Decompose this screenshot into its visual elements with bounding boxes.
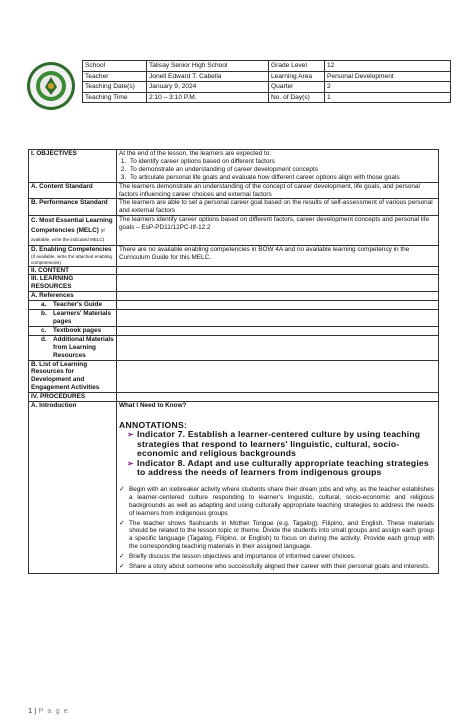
page-footer: [28, 706, 69, 715]
check-item: [119, 520, 434, 552]
melc-text: The learners identify career options based on different factors, career development concepts and personal life goals – EsP-PD11/12PC-IIf-12.2: [117, 216, 439, 246]
check-text: Begin with an icebreaker activity where students share their dream jobs and why, as the teacher establishes a learner-centered culture responding to learner's linguistic, cultural, socio-economic and religious backgrounds as well as adapting and using culturally appropriate teaching strategies to address the needs of learners from indigenous groups: [129, 485, 434, 517]
page-label: P a g e: [38, 706, 69, 715]
header-value: 2: [325, 82, 451, 93]
indicator-item: [127, 430, 434, 459]
learners-materials-label: Learners' Materials pages: [53, 310, 111, 325]
references-row: [29, 292, 439, 301]
header-label: Teacher: [83, 71, 147, 82]
header-label: Teaching Time: [83, 92, 147, 103]
additional-materials-row: [29, 335, 439, 360]
header-info-table: [82, 60, 451, 103]
item-marker: b.: [41, 310, 47, 318]
activity-checklist: [119, 486, 434, 571]
performance-standard-row: [29, 199, 439, 216]
header-value: 1: [325, 92, 451, 103]
resources-label: III. LEARNING RESOURCES: [29, 275, 117, 292]
header-value: 12: [325, 61, 451, 72]
list-resources-label: B. List of Learning Resources for Development and Engagement Activities: [29, 360, 117, 393]
list-resources-row: [29, 360, 439, 393]
content-standard-row: [29, 182, 439, 199]
textbook-row: [29, 326, 439, 335]
content-standard-text: The learners demonstrate an understanding of the concept of career development, life goals, and personal factors influencing career choices and external factors: [117, 182, 439, 199]
additional-materials-cell: [29, 335, 117, 360]
item-marker: c.: [41, 326, 47, 334]
lesson-plan-table: [28, 149, 439, 574]
page-number: 1: [28, 706, 33, 715]
header-value: January 9, 2024: [147, 82, 269, 93]
melc-note: (If available, write the indicated MELC): [31, 227, 105, 243]
enabling-label: D. Enabling Competencies: [31, 246, 112, 254]
indicator-text: Indicator 7. Establish a learner-centered culture by using teaching strategies that respond to learners' linguistic, cultural, socio-economic and religious backgrounds: [137, 428, 421, 459]
intro-heading: What I Need to Know?: [119, 402, 187, 410]
objectives-cell: [117, 150, 439, 183]
enabling-label-cell: [29, 246, 117, 267]
header-row-time: [83, 92, 451, 103]
teachers-guide-row: [29, 301, 439, 310]
check-text: Share a story about someone who successfully aligned their career with their personal goals and interests.: [129, 563, 430, 571]
additional-materials-label: Additional Materials from Learning Resources: [53, 335, 114, 359]
objectives-intro: At the end of the lesson, the learners are expected to:: [119, 150, 272, 157]
header-label: Quarter: [269, 82, 325, 93]
header-row-school: [83, 61, 451, 72]
textbook-label: Textbook pages: [53, 326, 102, 334]
objective-item: 1. To identify career options based on different factors: [128, 158, 436, 166]
learners-materials-cell: [29, 310, 117, 327]
content-row: [29, 266, 439, 275]
header-value: Talisay Senior High School: [147, 61, 269, 72]
performance-standard-label: B. Performance Standard: [29, 199, 117, 216]
indicator-item: [127, 459, 434, 478]
header-label: Teaching Date(s): [83, 82, 147, 93]
content-standard-label: A. Content Standard: [29, 182, 117, 199]
enabling-row: [29, 246, 439, 267]
annotations-title: ANNOTATIONS:: [119, 419, 188, 430]
introduction-cell: [117, 402, 439, 574]
enabling-text: There are no available enabling competencies in BOW 4A and no available learning competency in the Curriculum Guide for this MELC.: [117, 246, 439, 267]
procedures-row: [29, 393, 439, 402]
performance-standard-text: The learners are able to set a personal career goal based on the results of self-assessment of various personal and external factors: [117, 199, 439, 216]
header-value: Jonell Edward T. Cabella: [147, 71, 269, 82]
objective-item: 2. To demonstrate an understanding of career development concepts: [128, 166, 436, 174]
introduction-row: [29, 402, 439, 574]
check-icon: ✓: [119, 519, 125, 527]
objective-item: 3. To articulate personal life goals and evaluate how different career options align with those goals: [128, 174, 436, 182]
check-item: [119, 486, 434, 518]
check-item: [119, 553, 434, 561]
references-label: A. References: [29, 292, 117, 301]
header-row-teacher: [83, 71, 451, 82]
header-label: Grade Level: [269, 61, 325, 72]
check-icon: ✓: [119, 553, 125, 561]
item-marker: a.: [41, 301, 47, 309]
header-value: 2:10 – 3:10 P.M.: [147, 92, 269, 103]
header-label: No. of Day(s): [269, 92, 325, 103]
procedures-label: IV. PROCEDURES: [29, 393, 117, 402]
melc-label: C. Most Essential Learning Competencies (MELC): [31, 217, 113, 234]
enabling-note: (If available, write the attached enabling competencies): [31, 253, 112, 265]
item-marker: d.: [41, 335, 47, 343]
check-text: Briefly discuss the lesson objectives and importance of informed career choices.: [129, 553, 356, 561]
resources-row: [29, 275, 439, 292]
school-seal-icon: [26, 61, 76, 111]
objectives-row: [29, 150, 439, 183]
header-label: School: [83, 61, 147, 72]
arrow-bullet-icon: ➢: [127, 429, 134, 439]
check-text: The teacher shows flashcards in Mother Tongue (e.g. Tagalog), Filipino, and English. These materials should be related to the lesson topic or theme. Divide the students into small groups and assign each group a specific language (Tagalog, Filipino, or English) to focus on during the activity. Provide each group with the corresponding teaching materials in their assigned language.: [129, 519, 434, 551]
content-label: II. CONTENT: [29, 266, 117, 275]
melc-row: [29, 216, 439, 246]
header-value: Personal Development: [325, 71, 451, 82]
check-icon: ✓: [119, 485, 125, 493]
header-label: Learning Area: [269, 71, 325, 82]
check-icon: ✓: [119, 563, 125, 571]
objectives-list: [119, 158, 436, 182]
learners-materials-row: [29, 310, 439, 327]
objectives-label: I. OBJECTIVES: [29, 150, 117, 183]
textbook-cell: [29, 326, 117, 335]
melc-label-cell: [29, 216, 117, 246]
indicator-text: Indicator 8. Adapt and use culturally appropriate teaching strategies to address the needs of learners from indigenous groups: [137, 457, 429, 478]
footer-separator: |: [34, 706, 37, 715]
teachers-guide-cell: [29, 301, 117, 310]
header-row-date: [83, 82, 451, 93]
introduction-label: A. Introduction: [29, 402, 117, 574]
check-item: [119, 563, 434, 571]
arrow-bullet-icon: ➢: [127, 458, 134, 468]
teachers-guide-label: Teacher's Guide: [53, 301, 102, 309]
